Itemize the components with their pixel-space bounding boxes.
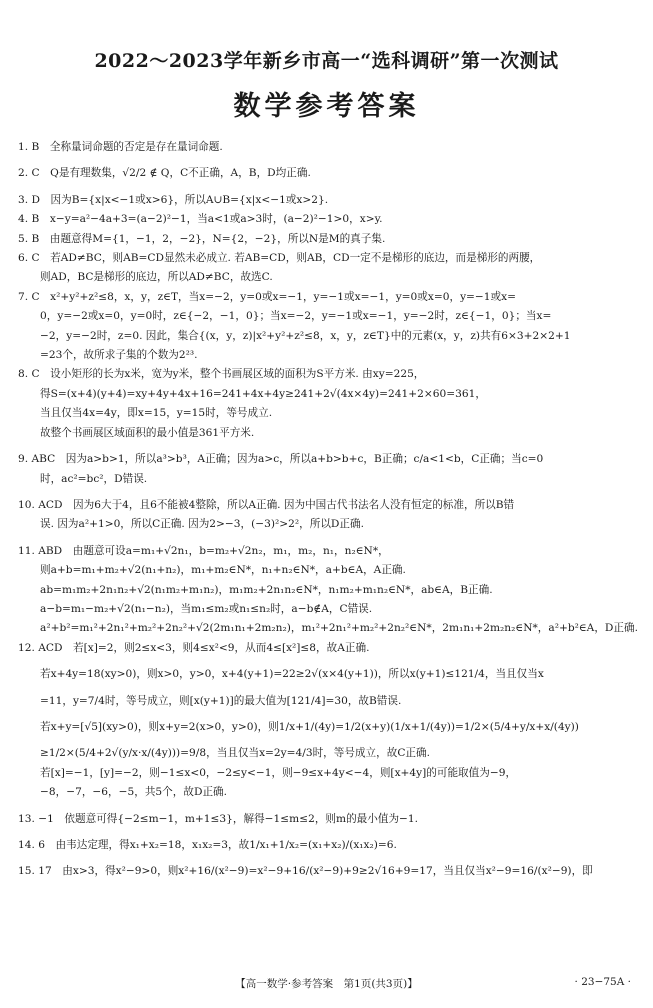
answer-line: 则AD，BC是梯形的底边，所以AD≠BC，故选C.	[40, 271, 273, 284]
answer-line: 时，ac²=bc²，D错误.	[40, 472, 148, 485]
exam-title: 2022～2023学年新乡市高一“选科调研”第一次测试	[94, 50, 559, 72]
answer-line: =23个，故所求子集的个数为2²³.	[40, 349, 198, 362]
answer-line: a−b=m₁−m₂+√2(n₁−n₂)，当m₁≤m₂或n₁≤n₂时，a−b∉A，C错误.	[40, 602, 373, 615]
answer-line: 故整个书画展区域面积的最小值是361平方米.	[40, 426, 255, 439]
answer-line: 13. −1 依题意可得{−2≤m−1，m+1≤3}，解得−1≤m≤2，则m的最小值为−1.	[18, 812, 419, 825]
answer-line: 若[x]=−1，[y]=−2，则−1≤x<0，−2≤y<−1，则−9≤x+4y<−4，则[x+4y]的可能取值为−9，	[40, 766, 517, 779]
answer-body	[18, 138, 638, 882]
answer-line: 4. B x−y=a²−4a+3=(a−2)²−1，当a<1或a>3时，(a−2)²−1>0，x>y.	[18, 213, 383, 226]
footer-page-info: 【高一数学·参考答案 第1页(共3页)】	[235, 978, 418, 990]
answer-line: 2. C Q是有理数集，√2/2 ∉ Q，C不正确，A，B，D均正确.	[18, 167, 311, 180]
answer-line: 若x+y=[√5](xy>0)，则x+y=2(x>0，y>0)，则1/x+1/(4y)=1/2(x+y)(1/x+1/(4y))=1/2×(5/4+y/x+x/(4y))	[40, 720, 579, 733]
answer-line: ≥1/2×(5/4+2√(y/x·x/(4y)))=9/8，当且仅当x=2y=4/3时，等号成立，故C正确.	[40, 747, 430, 760]
page-footer	[0, 976, 653, 996]
answer-line: ab=m₁m₂+2n₁n₂+√2(n₁m₂+m₁n₂)，m₁m₂+2n₁n₂∈N*，n₁m₂+m₁n₂∈N*，ab∈A，B正确.	[40, 583, 493, 596]
answer-line: 14. 6 由韦达定理，得x₁+x₂=18，x₁x₂=3，故1/x₁+1/x₂=(x₁+x₂)/(x₁x₂)=6.	[18, 839, 397, 851]
answer-subtitle: 数学参考答案	[233, 91, 420, 122]
answer-line: 5. B 由题意得M={1，−1，2，−2}，N={2，−2}，所以N是M的真子集.	[18, 232, 386, 245]
answer-line: −8，−7，−6，−5，共5个，故D正确.	[40, 786, 228, 799]
answer-line: 当且仅当4x=4y，即x=15，y=15时，等号成立.	[40, 407, 273, 420]
footer-code: · 23−75A ·	[574, 976, 631, 988]
answer-line: a²+b²=m₁²+2n₁²+m₂²+2n₂²+√2(2m₁n₁+2m₂n₂)，m₁²+2n₁²+m₂²+2n₂²∈N*，2m₁n₁+2m₂n₂∈N*，a²+b²∈A，D正确.	[40, 622, 638, 635]
answer-line: −2，y=−2时，z=0. 因此，集合{(x，y，z)|x²+y²+z²≤8，x，y，z∈T}中的元素(x，y，z)共有6×3+2×2+1	[40, 329, 571, 342]
answer-line: =11，y=7/4时，等号成立，则[x(y+1)]的最大值为[121/4]=30，故B错误.	[40, 694, 402, 707]
answer-line: 8. C 设小矩形的长为x米，宽为y米，整个书画展区域的面积为S平方米. 由xy=225，	[18, 368, 425, 381]
answer-line: 3. D 因为B={x|x<−1或x>6}，所以A∪B={x|x<−1或x>2}.	[18, 193, 329, 206]
answer-line: 误. 因为a²+1>0，所以C正确. 因为2>−3，(−3)²>2²，所以D正确.	[40, 518, 364, 531]
answer-line: 若x+4y=18(xy>0)，则x>0，y>0，x+4(y+1)=22≥2√(x×4(y+1))，所以x(y+1)≤121/4，当且仅当x	[40, 668, 544, 681]
answer-line: 11. ABD 由题意可设a=m₁+√2n₁，b=m₂+√2n₂，m₁，m₂，n₁，n₂∈N*，	[18, 544, 389, 557]
answer-line: 则a+b=m₁+m₂+√2(n₁+n₂)，m₁+m₂∈N*，n₁+n₂∈N*，a+b∈A，A正确.	[40, 564, 406, 577]
answer-line: 得S=(x+4)(y+4)=xy+4y+4x+16=241+4x+4y≥241+2√(4x×4y)=241+2×60=361，	[40, 387, 486, 400]
answer-line: 1. B 全称量词命题的否定是存在量词命题.	[18, 141, 223, 153]
answer-line: 7. C x²+y²+z²≤8，x，y，z∈T，当x=−2，y=0或x=−1，y=−1或x=−1，y=0或x=0，y=−1或x=	[18, 290, 516, 303]
answer-line: 10. ACD 因为6大于4，且6不能被4整除，所以A正确. 因为中国古代书法名人没有恒定的标准，所以B错	[18, 498, 515, 511]
answer-line: 6. C 若AD≠BC，则AB=CD显然未必成立. 若AB=CD，则AB，CD一定不是梯形的底边，而是梯形的两腰，	[18, 252, 541, 265]
answer-line: 0，y=−2或x=0，y=0时，z∈{−2，−1，0}；当x=−2，y=−1或x=−1，y=−2时，z∈{−1，0}；当x=	[40, 310, 552, 323]
answer-line: 15. 17 由x>3，得x²−9>0，则x²+16/(x²−9)=x²−9+16/(x²−9)+9≥2√16+9=17，当且仅当x²−9=16/(x²−9)，即	[18, 865, 593, 878]
answer-line: 9. ABC 因为a>b>1，所以a³>b³，A正确；因为a>c，所以a+b>b+c，B正确；c/a<1<b，C正确；当c=0	[18, 453, 544, 466]
answer-line: 12. ACD 若[x]=2，则2≤x<3，则4≤x²<9，从而4≤[x²]≤8，故A正确.	[18, 641, 370, 654]
